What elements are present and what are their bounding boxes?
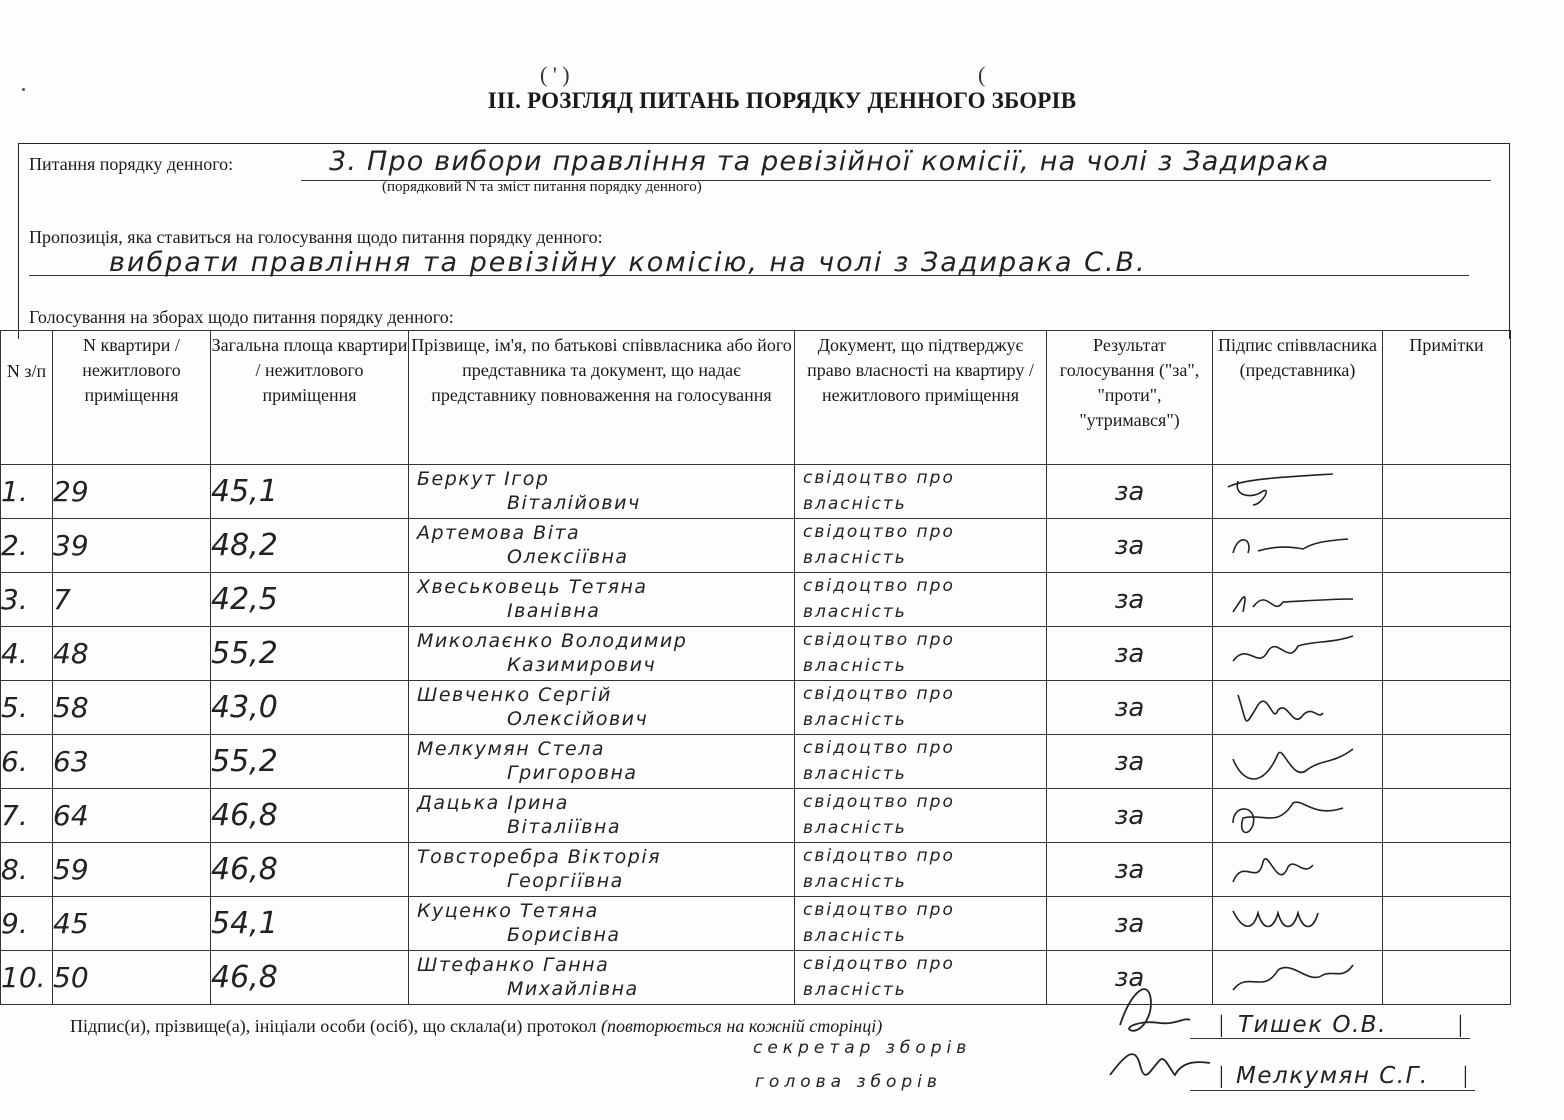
- voting-label: Голосування на зборах щодо питання порядку денного:: [29, 307, 454, 327]
- owner-patronymic: Олексійович: [507, 708, 649, 730]
- col-header-number: N з/п: [1, 331, 53, 465]
- col-header-apartment: N квартири / нежитлового приміщення: [53, 331, 211, 465]
- apartment-area: 54,1: [211, 897, 409, 951]
- footer-note: (повторюється на кожній сторінці): [601, 1016, 883, 1036]
- owner-surname: Шевченко Сергій: [417, 684, 612, 706]
- document-line-2: власність: [803, 872, 907, 892]
- notes-cell: [1383, 465, 1511, 519]
- document-line-2: власність: [803, 494, 907, 514]
- ownership-document: [803, 737, 1042, 786]
- owner-name: [417, 629, 790, 678]
- chair-underline: [1190, 1090, 1475, 1091]
- secretary-name: Тишек О.В.: [1238, 1012, 1387, 1038]
- footer-label-text: Підпис(и), прізвище(а), ініціали особи (осіб), що склала(и) протокол: [70, 1016, 597, 1036]
- vote-result: за: [1047, 897, 1213, 951]
- agenda-hint: (порядковий N та зміст питання порядку денного): [382, 179, 702, 195]
- owner-patronymic: Георгіївна: [507, 870, 624, 892]
- apartment-number: 7: [53, 573, 211, 627]
- notes-cell: [1383, 627, 1511, 681]
- owner-name: [417, 791, 790, 840]
- owner-patronymic: Іванівна: [507, 600, 601, 622]
- owner-patronymic: Віталійович: [507, 492, 641, 514]
- owner-surname: Мелкумян Стела: [417, 738, 605, 760]
- document-line-1: свідоцтво про: [803, 468, 955, 488]
- ownership-document: [803, 953, 1042, 1002]
- owner-name: [417, 845, 790, 894]
- signature-cell: [1213, 681, 1383, 735]
- owner-cell: [409, 735, 795, 789]
- apartment-number: 64: [53, 789, 211, 843]
- ownership-document: [803, 899, 1042, 948]
- table-row: [1, 627, 1511, 681]
- document-cell: [795, 519, 1047, 573]
- ownership-document: [803, 845, 1042, 894]
- owner-patronymic: Олексіївна: [507, 546, 629, 568]
- vote-result: за: [1047, 681, 1213, 735]
- owner-cell: [409, 519, 795, 573]
- ownership-document: [803, 683, 1042, 732]
- signature-cell: [1213, 789, 1383, 843]
- ownership-document: [803, 467, 1042, 516]
- voting-table: [0, 330, 1511, 1005]
- owner-surname: Куценко Тетяна: [417, 900, 599, 922]
- owner-cell: [409, 627, 795, 681]
- document-line-1: свідоцтво про: [803, 684, 955, 704]
- owner-surname: Беркут Ігор: [417, 468, 550, 490]
- agenda-label: Питання порядку денного:: [29, 154, 234, 174]
- document-line-2: власність: [803, 926, 907, 946]
- document-line-1: свідоцтво про: [803, 738, 955, 758]
- document-line-1: свідоцтво про: [803, 630, 955, 650]
- row-number: 9.: [1, 897, 53, 951]
- footer-signatures: [1100, 975, 1220, 1105]
- document-cell: [795, 897, 1047, 951]
- document-cell: [795, 951, 1047, 1005]
- owner-signature: [1223, 739, 1373, 785]
- owner-signature: [1223, 523, 1373, 569]
- apartment-area: 46,8: [211, 843, 409, 897]
- table-row: [1, 897, 1511, 951]
- document-line-1: свідоцтво про: [803, 900, 955, 920]
- document-line-2: власність: [803, 656, 907, 676]
- vote-result: за: [1047, 951, 1213, 1005]
- owner-surname: Артемова Віта: [417, 522, 581, 544]
- owner-name: [417, 467, 790, 516]
- apartment-number: 50: [53, 951, 211, 1005]
- apartment-area: 43,0: [211, 681, 409, 735]
- document-line-2: власність: [803, 818, 907, 838]
- page-title: III. РОЗГЛЯД ПИТАНЬ ПОРЯДКУ ДЕННОГО ЗБОРІВ: [487, 88, 1077, 113]
- owner-signature: [1223, 685, 1373, 731]
- notes-cell: [1383, 573, 1511, 627]
- secretary-bar-left: |: [1219, 1012, 1224, 1038]
- table-row: [1, 735, 1511, 789]
- apartment-area: 46,8: [211, 789, 409, 843]
- notes-cell: [1383, 681, 1511, 735]
- secretary-underline: [1190, 1038, 1470, 1039]
- vote-result: за: [1047, 843, 1213, 897]
- apartment-area: 46,8: [211, 951, 409, 1005]
- owner-cell: [409, 681, 795, 735]
- owner-signature: [1223, 631, 1373, 677]
- owner-signature: [1223, 793, 1373, 839]
- col-header-owner: Прізвище, ім'я, по батькові співвласника або його представника та документ, що надає представнику повноваження на голосування: [409, 331, 795, 465]
- ownership-document: [803, 791, 1042, 840]
- chair-name: Мелкумян С.Г.: [1236, 1063, 1429, 1089]
- ownership-document: [803, 629, 1042, 678]
- owner-patronymic: Григоровна: [507, 762, 638, 784]
- notes-cell: [1383, 951, 1511, 1005]
- apartment-number: 48: [53, 627, 211, 681]
- owner-cell: [409, 573, 795, 627]
- apartment-number: 58: [53, 681, 211, 735]
- owner-name: [417, 521, 790, 570]
- signature-cell: [1213, 897, 1383, 951]
- apartment-number: 63: [53, 735, 211, 789]
- secretary-signature: [1120, 989, 1190, 1031]
- table-header-row: [1, 331, 1511, 465]
- chair-bar-left: |: [1219, 1063, 1224, 1089]
- owner-patronymic: Михайлівна: [507, 978, 639, 1000]
- chair-role: голова зборів: [755, 1072, 942, 1092]
- secretary-bar-right: |: [1458, 1012, 1463, 1038]
- row-number: 2.: [1, 519, 53, 573]
- vote-result: за: [1047, 573, 1213, 627]
- owner-name: [417, 953, 790, 1002]
- document-line-2: власність: [803, 548, 907, 568]
- document-line-2: власність: [803, 602, 907, 622]
- row-number: 5.: [1, 681, 53, 735]
- proposal-label: Пропозиція, яка ставиться на голосування щодо питання порядку денного:: [29, 227, 603, 247]
- table-row: [1, 519, 1511, 573]
- notes-cell: [1383, 843, 1511, 897]
- owner-signature: [1223, 847, 1373, 893]
- apartment-area: 55,2: [211, 735, 409, 789]
- apartment-area: 48,2: [211, 519, 409, 573]
- ownership-document: [803, 521, 1042, 570]
- vote-result: за: [1047, 519, 1213, 573]
- document-cell: [795, 735, 1047, 789]
- signature-cell: [1213, 951, 1383, 1005]
- owner-surname: Штефанко Ганна: [417, 954, 610, 976]
- chair-signature: [1110, 1054, 1210, 1075]
- signature-cell: [1213, 465, 1383, 519]
- document-line-2: власність: [803, 980, 907, 1000]
- document-cell: [795, 465, 1047, 519]
- row-number: 8.: [1, 843, 53, 897]
- row-number: 1.: [1, 465, 53, 519]
- owner-name: [417, 575, 790, 624]
- table-row: [1, 681, 1511, 735]
- vote-result: за: [1047, 627, 1213, 681]
- table-row: [1, 789, 1511, 843]
- owner-cell: [409, 951, 795, 1005]
- notes-cell: [1383, 789, 1511, 843]
- apartment-area: 55,2: [211, 627, 409, 681]
- table-row: [1, 465, 1511, 519]
- apartment-number: 39: [53, 519, 211, 573]
- owner-cell: [409, 897, 795, 951]
- table-row: [1, 573, 1511, 627]
- table-row: [1, 843, 1511, 897]
- apartment-area: 45,1: [211, 465, 409, 519]
- owner-surname: Миколаєнко Володимир: [417, 630, 688, 652]
- agenda-frame: [18, 143, 1510, 339]
- document-cell: [795, 789, 1047, 843]
- chair-bar-right: |: [1463, 1063, 1468, 1089]
- vote-result: за: [1047, 789, 1213, 843]
- vote-result: за: [1047, 465, 1213, 519]
- proposal-value: вибрати правління та ревізійну комісію, на чолі з Задирака С.В.: [109, 247, 1147, 278]
- document-line-1: свідоцтво про: [803, 846, 955, 866]
- signature-cell: [1213, 735, 1383, 789]
- document-cell: [795, 681, 1047, 735]
- owner-patronymic: Борисівна: [507, 924, 621, 946]
- row-number: 10.: [1, 951, 53, 1005]
- signature-cell: [1213, 627, 1383, 681]
- document-line-1: свідоцтво про: [803, 954, 955, 974]
- document-line-2: власність: [803, 764, 907, 784]
- document-line-2: власність: [803, 710, 907, 730]
- owner-signature: [1223, 901, 1373, 947]
- document-line-1: свідоцтво про: [803, 576, 955, 596]
- col-header-signature: Підпис співвласника (представника): [1213, 331, 1383, 465]
- document-cell: [795, 843, 1047, 897]
- owner-cell: [409, 789, 795, 843]
- owner-name: [417, 683, 790, 732]
- signature-cell: [1213, 573, 1383, 627]
- owner-patronymic: Казимирович: [507, 654, 657, 676]
- owner-name: [417, 737, 790, 786]
- secretary-role: секретар зборів: [753, 1038, 972, 1058]
- row-number: 3.: [1, 573, 53, 627]
- owner-cell: [409, 843, 795, 897]
- table-row: [1, 951, 1511, 1005]
- margin-mark: ( ' ): [540, 62, 570, 87]
- row-number: 6.: [1, 735, 53, 789]
- document-line-1: свідоцтво про: [803, 522, 955, 542]
- apartment-number: 45: [53, 897, 211, 951]
- owner-signature: [1223, 577, 1373, 623]
- owner-surname: Дацька Ірина: [417, 792, 569, 814]
- owner-signature: [1223, 955, 1373, 1001]
- signature-cell: [1213, 519, 1383, 573]
- notes-cell: [1383, 735, 1511, 789]
- owner-patronymic: Віталіївна: [507, 816, 621, 838]
- document-cell: [795, 627, 1047, 681]
- footer-label: [70, 1016, 882, 1037]
- col-header-area: Загальна площа квартири / нежитлового приміщення: [211, 331, 409, 465]
- vote-result: за: [1047, 735, 1213, 789]
- signature-cell: [1213, 843, 1383, 897]
- notes-cell: [1383, 897, 1511, 951]
- apartment-number: 29: [53, 465, 211, 519]
- owner-surname: Хвеськовець Тетяна: [417, 576, 648, 598]
- notes-cell: [1383, 519, 1511, 573]
- col-header-result: Результат голосування ("за", "проти", "утримався"): [1047, 331, 1213, 465]
- margin-mark: (: [978, 62, 986, 87]
- owner-signature: [1223, 469, 1373, 515]
- apartment-number: 59: [53, 843, 211, 897]
- document-line-1: свідоцтво про: [803, 792, 955, 812]
- owner-name: [417, 899, 790, 948]
- col-header-notes: Примітки: [1383, 331, 1511, 465]
- apartment-area: 42,5: [211, 573, 409, 627]
- owner-surname: Товсторебра Вікторія: [417, 846, 662, 868]
- agenda-value: 3. Про вибори правління та ревізійної комісії, на чолі з Задирака: [329, 146, 1330, 177]
- row-number: 4.: [1, 627, 53, 681]
- owner-cell: [409, 465, 795, 519]
- document-cell: [795, 573, 1047, 627]
- row-number: 7.: [1, 789, 53, 843]
- ownership-document: [803, 575, 1042, 624]
- col-header-document: Документ, що підтверджує право власності на квартиру / нежитлового приміщення: [795, 331, 1047, 465]
